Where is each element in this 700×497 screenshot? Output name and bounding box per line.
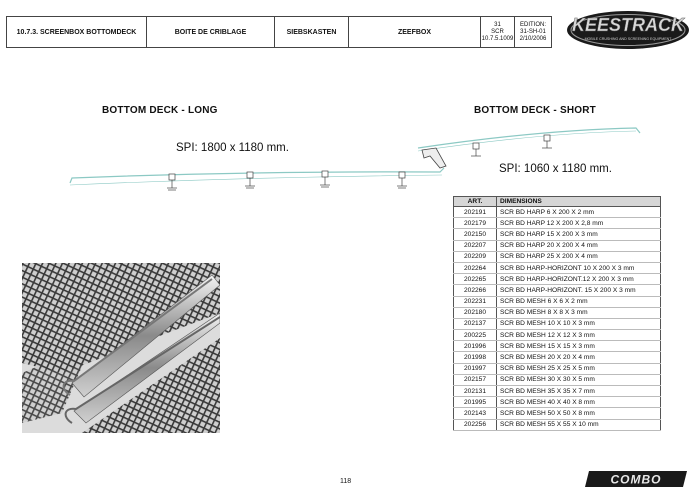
table-header-dimensions: DIMENSIONS — [497, 197, 661, 207]
art-number: 201997 — [454, 363, 497, 374]
table-row — [454, 408, 661, 419]
art-number: 202150 — [454, 229, 497, 240]
part-dimensions: SCR BD HARP-HORIZONT.12 X 200 X 3 mm — [497, 274, 661, 285]
parts-table-body — [454, 207, 661, 431]
long-deck-drawing — [70, 168, 444, 185]
art-number: 202231 — [454, 296, 497, 307]
table-row — [454, 341, 661, 352]
header-title-nl: ZEEFBOX — [348, 16, 480, 48]
part-dimensions: SCR BD HARP-HORIZONT 10 X 200 X 3 mm — [497, 262, 661, 273]
table-row — [454, 374, 661, 385]
short-deck-drawing — [418, 128, 640, 151]
header-ref-line: 10.7.5.1009 — [481, 35, 514, 42]
short-deck-spi: SPI: 1060 x 1180 mm. — [499, 163, 612, 175]
part-dimensions: SCR BD MESH 12 X 12 X 3 mm — [497, 330, 661, 341]
table-row — [454, 397, 661, 408]
table-row — [454, 386, 661, 397]
table-header-art: ART. — [454, 197, 497, 207]
header-title-de: SIEBSKASTEN — [274, 16, 348, 48]
header-edition-line: 2/10/2006 — [519, 35, 547, 42]
art-number: 202265 — [454, 274, 497, 285]
part-dimensions: SCR BD MESH 30 X 30 X 5 mm — [497, 374, 661, 385]
header-edition-line: 31-SH-01 — [520, 28, 546, 35]
art-number: 202157 — [454, 374, 497, 385]
header-edition-line: EDITION: — [519, 21, 546, 28]
part-dimensions: SCR BD HARP-HORIZONT. 15 X 200 X 3 mm — [497, 285, 661, 296]
short-deck-clamp — [422, 148, 446, 168]
table-row — [454, 207, 661, 218]
header-ref-line: SCR — [491, 28, 504, 35]
art-number: 202207 — [454, 240, 497, 251]
short-deck-heading: BOTTOM DECK - SHORT — [474, 105, 596, 116]
table-header-row — [454, 197, 661, 207]
table-row — [454, 262, 661, 273]
table-row — [454, 318, 661, 329]
part-dimensions: SCR BD MESH 6 X 6 X 2 mm — [497, 296, 661, 307]
table-row — [454, 240, 661, 251]
table-row — [454, 352, 661, 363]
combo-logo-text: COMBO — [610, 472, 662, 487]
table-row — [454, 251, 661, 262]
logo-text: KEESTRACK — [571, 15, 685, 35]
art-number: 202179 — [454, 218, 497, 229]
part-dimensions: SCR BD HARP 20 X 200 X 4 mm — [497, 240, 661, 251]
short-deck-supports — [471, 135, 552, 156]
art-number: 202191 — [454, 207, 497, 218]
art-number: 202143 — [454, 408, 497, 419]
art-number: 202209 — [454, 251, 497, 262]
art-number: 202180 — [454, 307, 497, 318]
table-row — [454, 296, 661, 307]
long-deck-heading: BOTTOM DECK - LONG — [102, 105, 218, 116]
part-dimensions: SCR BD MESH 15 X 15 X 3 mm — [497, 341, 661, 352]
header-ref-line: 31 — [494, 21, 501, 28]
part-dimensions: SCR BD HARP 12 X 200 X 2,8 mm — [497, 218, 661, 229]
art-number: 202266 — [454, 285, 497, 296]
part-dimensions: SCR BD MESH 10 X 10 X 3 mm — [497, 318, 661, 329]
table-row — [454, 330, 661, 341]
table-row — [454, 218, 661, 229]
part-dimensions: SCR BD HARP 6 X 200 X 2 mm — [497, 207, 661, 218]
header-title-fr: BOITE DE CRIBLAGE — [146, 16, 274, 48]
part-dimensions: SCR BD HARP 25 X 200 X 4 mm — [497, 251, 661, 262]
table-row — [454, 285, 661, 296]
art-number: 201998 — [454, 352, 497, 363]
part-dimensions: SCR BD MESH 25 X 25 X 5 mm — [497, 363, 661, 374]
art-number: 202256 — [454, 419, 497, 430]
art-number: 201996 — [454, 341, 497, 352]
art-number: 202131 — [454, 386, 497, 397]
part-dimensions: SCR BD MESH 50 X 50 X 8 mm — [497, 408, 661, 419]
table-row — [454, 363, 661, 374]
table-row — [454, 307, 661, 318]
mesh-clamp-photo — [22, 263, 220, 433]
long-deck-spi: SPI: 1800 x 1180 mm. — [176, 142, 289, 154]
art-number: 202264 — [454, 262, 497, 273]
part-dimensions: SCR BD MESH 20 X 20 X 4 mm — [497, 352, 661, 363]
part-dimensions: SCR BD MESH 8 X 8 X 3 mm — [497, 307, 661, 318]
part-dimensions: SCR BD MESH 55 X 55 X 10 mm — [497, 419, 661, 430]
art-number: 202137 — [454, 318, 497, 329]
table-row — [454, 419, 661, 430]
parts-table — [453, 196, 661, 431]
part-dimensions: SCR BD MESH 35 X 35 X 7 mm — [497, 386, 661, 397]
header-section: 10.7.3. SCREENBOX BOTTOMDECK — [6, 16, 146, 48]
logo-tagline: MOBILE CRUSHING AND SCREENING EQUIPMENT — [584, 37, 672, 41]
art-number: 201995 — [454, 397, 497, 408]
combo-logo — [583, 470, 689, 488]
table-row — [454, 274, 661, 285]
art-number: 200225 — [454, 330, 497, 341]
page-number: 118 — [340, 478, 352, 485]
table-row — [454, 229, 661, 240]
part-dimensions: SCR BD HARP 15 X 200 X 3 mm — [497, 229, 661, 240]
part-dimensions: SCR BD MESH 40 X 40 X 8 mm — [497, 397, 661, 408]
